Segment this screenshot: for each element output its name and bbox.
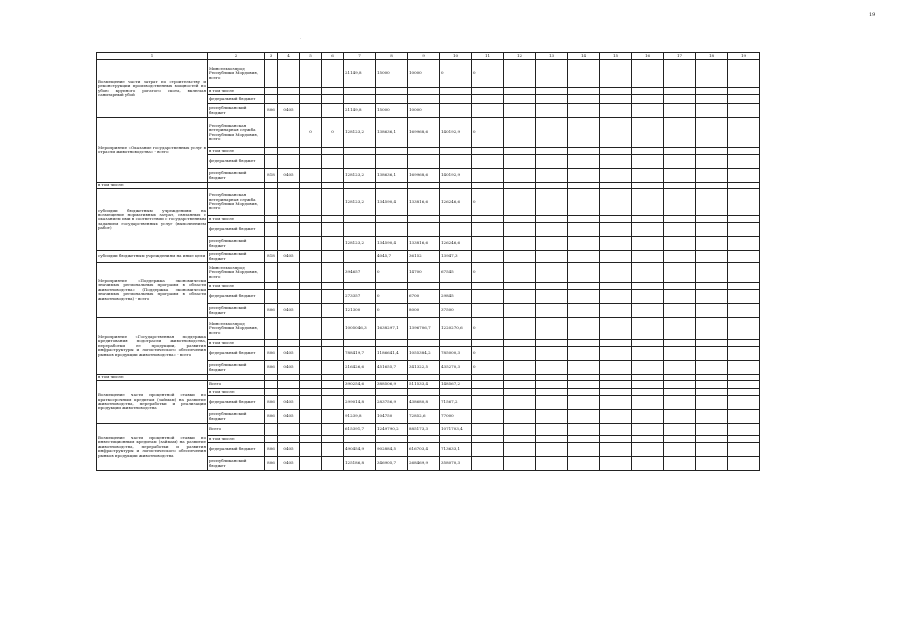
value-cell: 128123,2 (344, 169, 376, 183)
row-label: в том числе: (97, 183, 208, 189)
value-cell: 1055384,2 (408, 347, 440, 361)
value-cell: 388506,9 (376, 381, 408, 389)
value-cell: 511533,4 (408, 381, 440, 389)
measure-description: Возмещение части процентной ставки по краткосрочным кредитам (займам) на развитие животноводства, переработки и реализации продукции животноводства (97, 381, 208, 424)
row-label: республиканский бюджет (208, 457, 265, 471)
table-row (97, 424, 760, 436)
value-cell: 0 (472, 118, 504, 148)
col-header: 9 (408, 53, 440, 60)
value-cell: 121300 (344, 304, 376, 318)
table-row (97, 60, 760, 88)
value-cell: 14700 (408, 263, 440, 283)
col-header: 3 (265, 53, 278, 60)
code-cell: 818 (265, 169, 278, 183)
row-label: федеральный бюджет (208, 223, 265, 237)
value-cell: 91239,8 (344, 410, 376, 424)
value-cell: 390254,6 (344, 381, 376, 389)
col-header: 8 (376, 53, 408, 60)
row-label: федеральный бюджет (208, 95, 265, 104)
value-cell: 1638297,1 (376, 318, 408, 340)
row-label: в том числе: (97, 375, 208, 381)
value-cell: 902884,5 (376, 443, 408, 457)
value-cell: 0 (472, 189, 504, 216)
value-cell: 128123,2 (344, 118, 376, 148)
code-cell: 0405 (278, 443, 300, 457)
col-header: 2 (208, 53, 265, 60)
value-cell: 140192,9 (440, 169, 472, 183)
row-label: республиканский бюджет (208, 251, 265, 263)
row-label: Всего (208, 424, 265, 436)
table-row (97, 118, 760, 148)
value-cell: 21149,8 (344, 104, 376, 118)
code-cell: 0 (322, 118, 344, 148)
value-cell: 346905,7 (376, 457, 408, 471)
value-cell: 72852,6 (408, 410, 440, 424)
code-cell: 806 (265, 396, 278, 410)
col-header: 15 (600, 53, 632, 60)
value-cell: 713633,1 (440, 443, 472, 457)
code-cell: 806 (265, 104, 278, 118)
value-cell: 128123,2 (344, 237, 376, 251)
responsible-cell: Минсельхозпрод Республики Мордовия, всего (208, 318, 265, 340)
value-cell: 128123,2 (344, 189, 376, 216)
col-header: 13 (536, 53, 568, 60)
row-label: в том числе (208, 88, 265, 95)
budget-table (96, 52, 760, 471)
value-cell: 394657 (344, 263, 376, 283)
value-cell: 0 (376, 290, 408, 304)
value-cell: 0 (472, 263, 504, 283)
code-cell: 0405 (278, 304, 300, 318)
col-header: 17 (664, 53, 696, 60)
value-cell: 0 (472, 361, 504, 375)
value-cell: 77000 (440, 410, 472, 424)
value-cell: 125186,8 (344, 457, 376, 471)
value-cell: 37500 (440, 304, 472, 318)
code-cell: 806 (265, 443, 278, 457)
table-row (97, 263, 760, 283)
col-header: 1 (97, 53, 208, 60)
code-cell: 0405 (278, 410, 300, 424)
value-cell: 13947,3 (440, 251, 472, 263)
measure-description: субсидии бюджетным учреждениям на возмещение нормативных затрат, связанных с оказанием ими в соответствии с государственным заданием государственных услуг (выполнением работ) (97, 189, 208, 251)
col-header: 14 (568, 53, 600, 60)
value-cell: 1005046,3 (344, 318, 376, 340)
value-cell: 126246,6 (440, 237, 472, 251)
scan-mark: . (300, 35, 302, 40)
page-number: 19 (869, 12, 876, 18)
value-cell: 438680,8 (408, 396, 440, 410)
value-cell: 0 (472, 347, 504, 361)
value-cell: 299014,8 (344, 396, 376, 410)
row-label: республиканский бюджет (208, 361, 265, 375)
code-cell: 818 (265, 251, 278, 263)
value-cell: 885173,3 (408, 424, 440, 436)
value-cell: 134590,4 (376, 237, 408, 251)
table-row (97, 318, 760, 340)
col-header: 11 (472, 53, 504, 60)
value-cell: 15000 (376, 60, 408, 88)
header-row (97, 53, 760, 60)
code-cell: 806 (265, 361, 278, 375)
code-cell: 0405 (278, 347, 300, 361)
value-cell: 0 (472, 60, 504, 88)
row-label: Всего (208, 381, 265, 389)
value-cell: 1249790,2 (376, 424, 408, 436)
value-cell: 216426,6 (344, 361, 376, 375)
value-cell: 21149,8 (344, 60, 376, 88)
value-cell: 29845 (440, 290, 472, 304)
code-cell: 0405 (278, 104, 300, 118)
value-cell: 1186641,4 (376, 347, 408, 361)
value-cell: 169968,6 (408, 169, 440, 183)
row-label: в том числе (208, 148, 265, 155)
col-header: 7 (344, 53, 376, 60)
value-cell: 1396706,7 (408, 318, 440, 340)
value-cell: 133816,6 (408, 237, 440, 251)
value-cell: 616703,4 (408, 443, 440, 457)
row-label: федеральный бюджет (208, 396, 265, 410)
row-label: республиканский бюджет (208, 237, 265, 251)
value-cell: 140192,9 (440, 118, 472, 148)
value-cell: 788419,7 (344, 347, 376, 361)
measure-description: Возмещение части процентной ставки по инвестиционным кредитам (займам) на развитие животноводства, переработки и развития инфраструктуры и логистического обеспечения рынков продукции животноводства (97, 424, 208, 471)
measure-description: Мероприятие «Оказание государственных услуг в отрасли животноводства» - всего (97, 118, 208, 183)
code-cell: 806 (265, 347, 278, 361)
row-label: в том числе: (208, 436, 265, 443)
code-cell: 0 (300, 118, 322, 148)
value-cell: 6700 (408, 290, 440, 304)
code-cell: 806 (265, 304, 278, 318)
value-cell: 133816,6 (408, 189, 440, 216)
value-cell: 134590,4 (376, 189, 408, 216)
value-cell: 71567,2 (440, 396, 472, 410)
value-cell: 104750 (376, 410, 408, 424)
value-cell: 8000 (408, 304, 440, 318)
code-cell: 0405 (278, 251, 300, 263)
value-cell: 0 (440, 60, 472, 88)
row-label: федеральный бюджет (208, 290, 265, 304)
value-cell: 1071703,4 (440, 424, 472, 436)
code-cell: 0405 (278, 457, 300, 471)
responsible-cell: Минсельхозпрод Республики Мордовия, всего (208, 60, 265, 88)
value-cell: 451655,7 (376, 361, 408, 375)
value-cell: 273357 (344, 290, 376, 304)
col-header: 10 (440, 53, 472, 60)
value-cell: 67545 (440, 263, 472, 283)
value-cell: 15000 (376, 104, 408, 118)
col-header: 4 (278, 53, 300, 60)
value-cell: 4045,7 (376, 251, 408, 263)
value-cell: 169968,6 (408, 118, 440, 148)
measure-description: Мероприятие «Поддержка экономически значимых региональных программ в области животноводства» (Поддержка экономически значимых региональных программ в области животноводства) - всего (97, 263, 208, 318)
table-row (97, 251, 760, 263)
row-label: федеральный бюджет (208, 347, 265, 361)
value-cell: 615391,7 (344, 424, 376, 436)
value-cell: 148567,2 (440, 381, 472, 389)
table-row (97, 381, 760, 389)
value-cell: 435270,3 (440, 361, 472, 375)
value-cell: 0 (376, 304, 408, 318)
row-label: республиканский бюджет (208, 104, 265, 118)
col-header: 5 (300, 53, 322, 60)
value-cell: 268469,9 (408, 457, 440, 471)
value-cell: 1220270,6 (440, 318, 472, 340)
value-cell: 36152 (408, 251, 440, 263)
value-cell: 138636,1 (376, 118, 408, 148)
code-cell: 0405 (278, 361, 300, 375)
row-label: федеральный бюджет (208, 443, 265, 457)
responsible-cell: Республиканская ветеринарная служба Республики Мордовия, всего (208, 118, 265, 148)
value-cell: 283756,9 (376, 396, 408, 410)
value-cell: 138636,1 (376, 169, 408, 183)
value-cell: 10000 (408, 60, 440, 88)
row-label: республиканский бюджет (208, 410, 265, 424)
value-cell: 341322,5 (408, 361, 440, 375)
value-cell: 490454,9 (344, 443, 376, 457)
row-label: республиканский бюджет (208, 304, 265, 318)
row-label: в том числе (208, 340, 265, 347)
col-header: 6 (322, 53, 344, 60)
value-cell: 358070,3 (440, 457, 472, 471)
responsible-cell: Республиканская ветеринарная служба Республики Мордовия, всего (208, 189, 265, 216)
code-cell: 0405 (278, 169, 300, 183)
measure-description: Мероприятие «Государственная поддержка кредитования подотрасли животноводства, переработки ее продукции, развития инфраструктуры и логистического обеспечения рынков продукции животноводства» - всего (97, 318, 208, 375)
col-header: 19 (728, 53, 760, 60)
code-cell: 806 (265, 410, 278, 424)
code-cell: 0405 (278, 396, 300, 410)
col-header: 12 (504, 53, 536, 60)
value-cell: 785000,3 (440, 347, 472, 361)
row-label: республиканский бюджет (208, 169, 265, 183)
row-label: в том числе (208, 216, 265, 223)
row-label: в том числе (208, 283, 265, 290)
responsible-cell: Минсельхозпрод Республики Мордовия, всего (208, 263, 265, 283)
table-row (97, 189, 760, 216)
value-cell: 10000 (408, 104, 440, 118)
code-cell: 806 (265, 457, 278, 471)
col-header: 18 (696, 53, 728, 60)
value-cell: 126246,6 (440, 189, 472, 216)
measure-description: Возмещение части затрат по строительству и реконструкции производственных мощностей по убою крупного рогатого скота, включая санитарный убой (97, 60, 208, 118)
col-header: 16 (632, 53, 664, 60)
row-label: федеральный бюджет (208, 155, 265, 169)
row-label: в том числе: (208, 389, 265, 396)
value-cell: 0 (376, 263, 408, 283)
value-cell: 0 (472, 318, 504, 340)
measure-description: субсидии бюджетным учреждениям на иные цели (97, 251, 208, 263)
